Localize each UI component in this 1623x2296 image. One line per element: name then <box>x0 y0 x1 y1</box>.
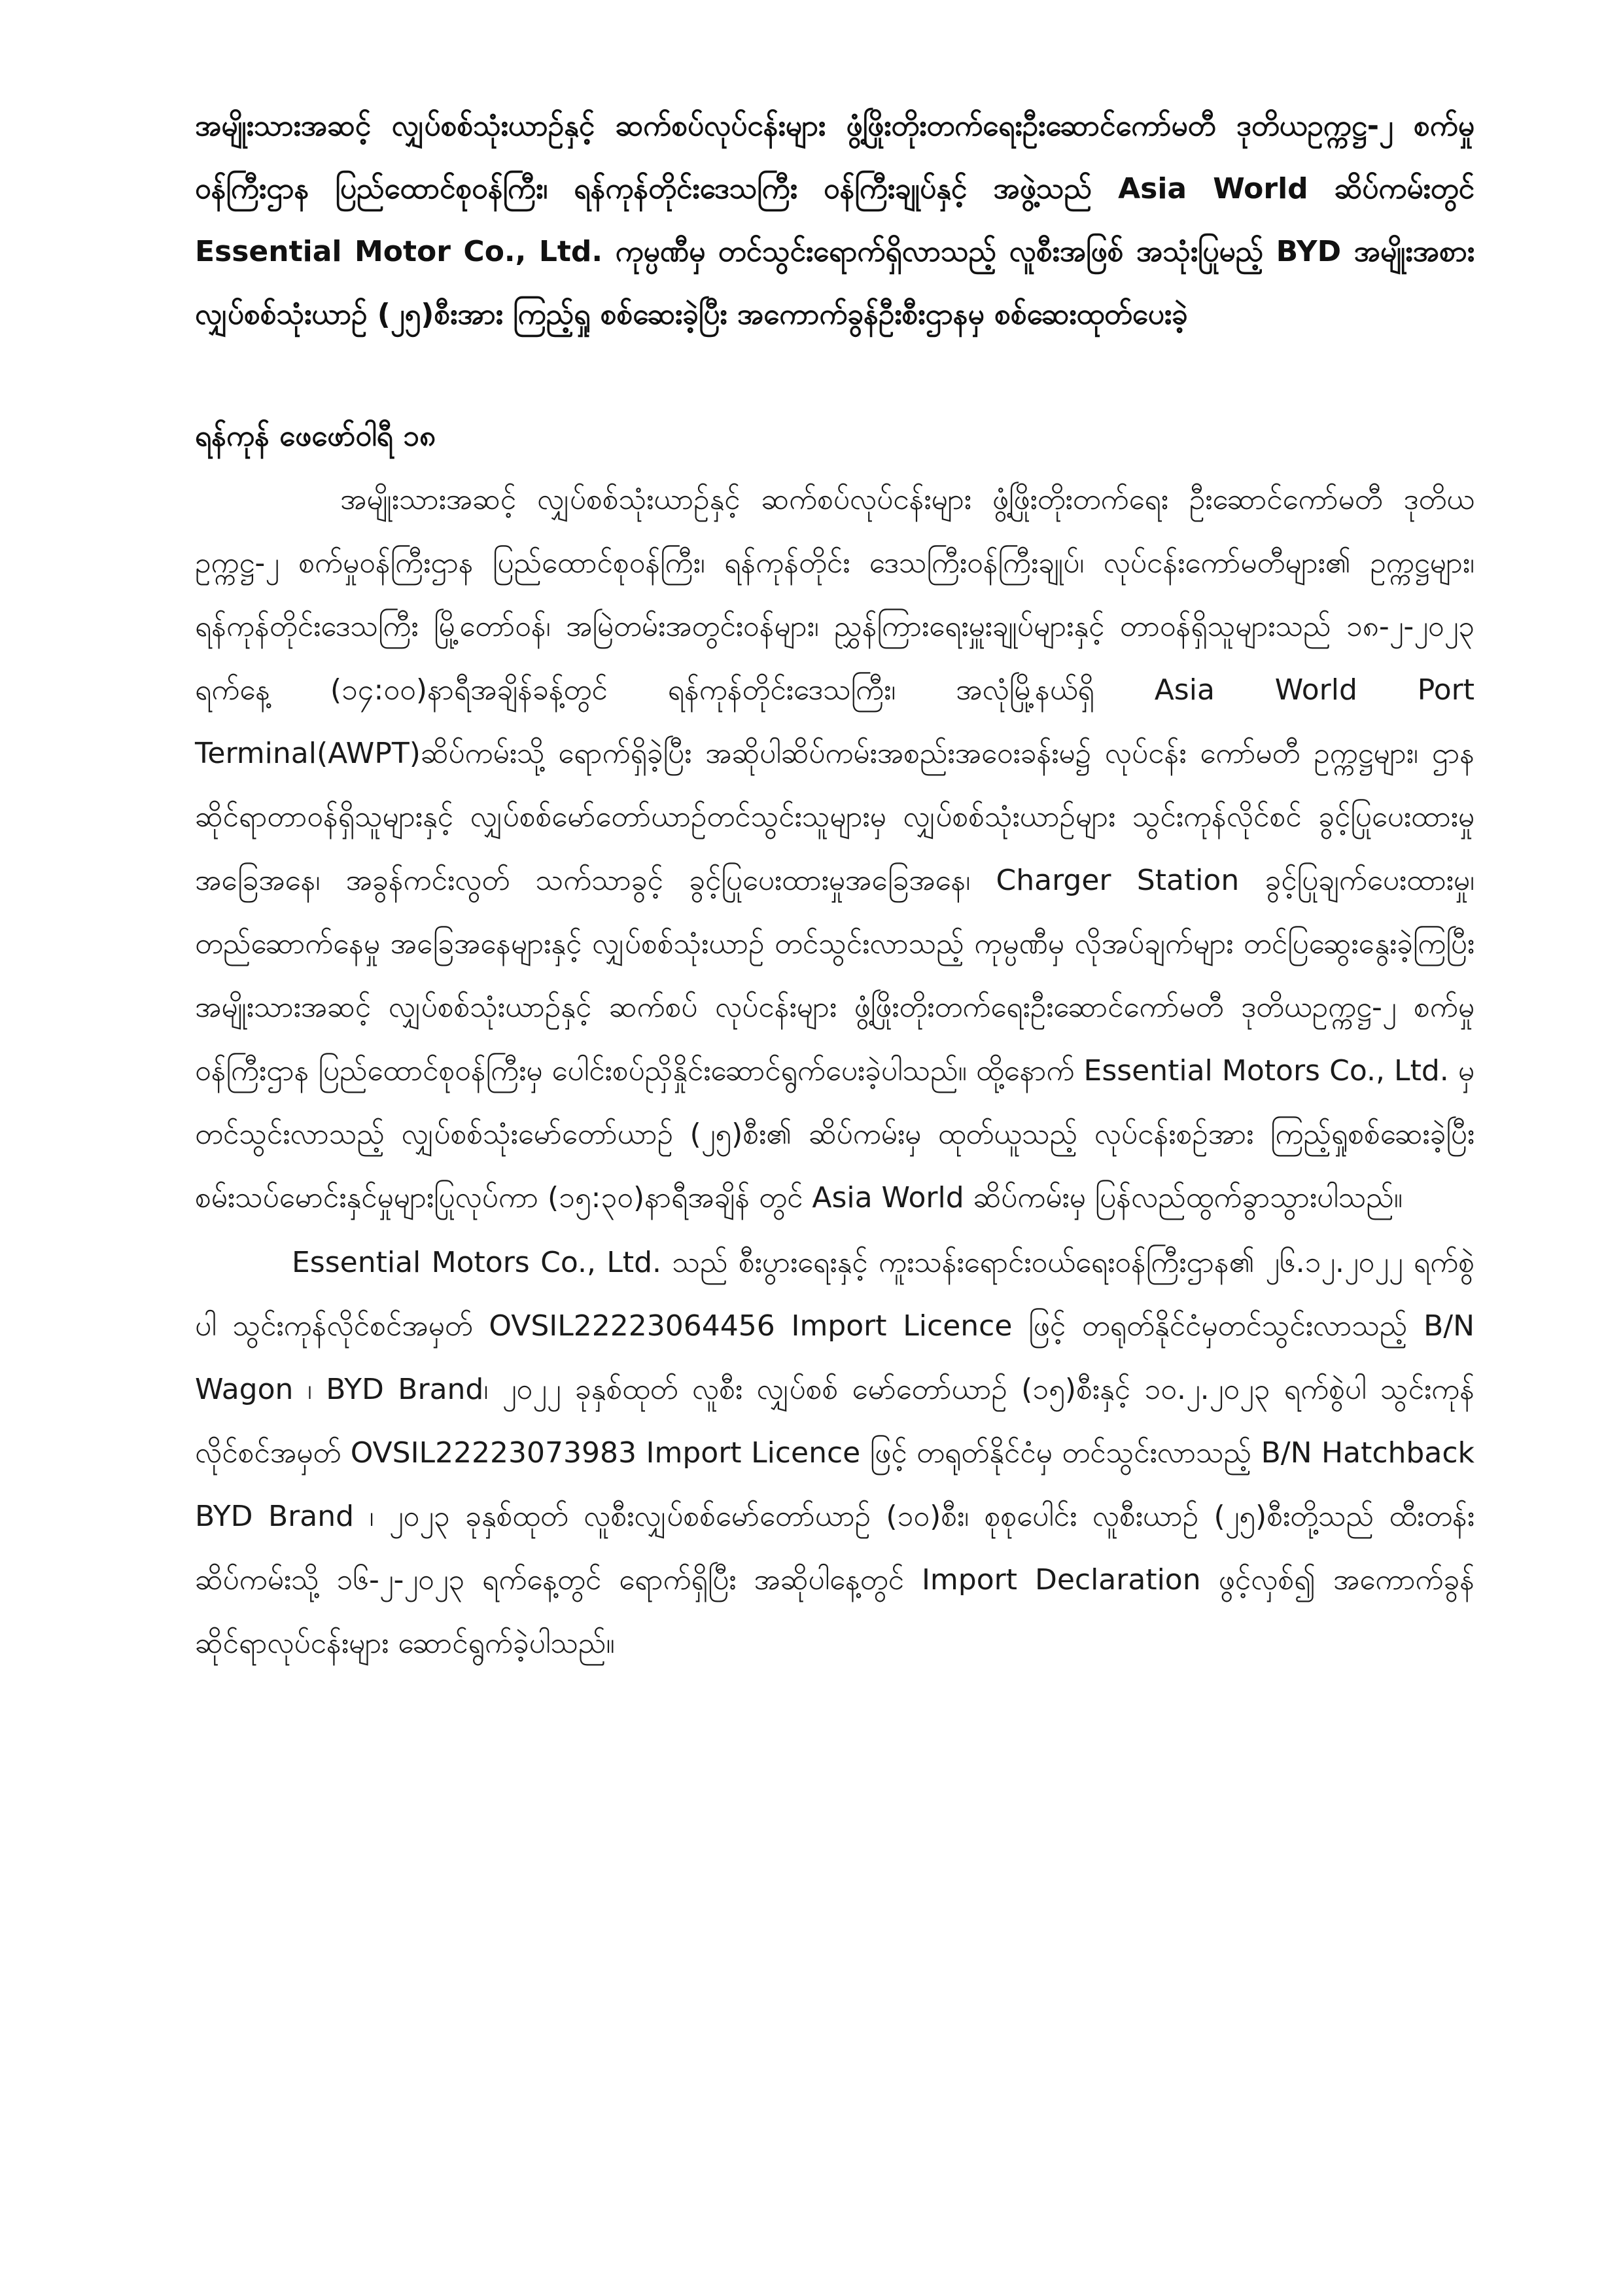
body-paragraph-2: Essential Motors Co., Ltd. သည် စီးပွားရေးနှင့် ကူးသန်းရောင်းဝယ်ရေးဝန်ကြီးဌာန၏ ၂၆.၁၂.၂၀၂၂ ရက်စွဲပါ သွင်းကုန်လိုင်စင်အမှတ် OVSIL22223064456 Import Licence ဖြင့် တရုတ်နိုင်ငံမှတင်သွင်းလာသည့် B/N Wagon ၊ BYD Brand၊ ၂၀၂၂ ခုနှစ်ထုတ် လူစီး လျှပ်စစ် မော်တော်ယာဉ် (၁၅)စီးနှင့် ၁၀.၂.၂၀၂၃ ရက်စွဲပါ သွင်းကုန်လိုင်စင်အမှတ် OVSIL22223073983 Import Licence ဖြင့် တရုတ်နိုင်ငံမှ တင်သွင်းလာသည့် B/N Hatchback BYD Brand ၊ ၂၀၂၃ ခုနှစ်ထုတ် လူစီးလျှပ်စစ်မော်တော်ယာဉ် (၁၀)စီး၊ စုစုပေါင်း လူစီးယာဉ် (၂၅)စီးတို့သည် ထီးတန်းဆိပ်ကမ်းသို့ ၁၆-၂-၂၀၂၃ ရက်နေ့တွင် ရောက်ရှိပြီး အဆိုပါနေ့တွင် Import Declaration ဖွင့်လှစ်၍ အကောက်ခွန်ဆိုင်ရာလုပ်ငန်းများ ဆောင်ရွက်ခဲ့ပါသည်။ <box>195 1246 1475 1660</box>
dateline: ရန်ကုန် ဖေဖော်ဝါရီ ၁၈ <box>195 419 436 453</box>
body-paragraph-1: အမျိုးသားအဆင့် လျှပ်စစ်သုံးယာဉ်နှင့် ဆက်စပ်လုပ်ငန်းများ ဖွံ့ဖြိုးတိုးတက်ရေး ဦးဆောင်ကော်မတီ ဒုတိယဥက္ကဋ္ဌ-၂ စက်မှုဝန်ကြီးဌာန ပြည်ထောင်စုဝန်ကြီး၊ ရန်ကုန်တိုင်း ဒေသကြီးဝန်ကြီးချုပ်၊ လုပ်ငန်းကော်မတီများ၏ ဥက္ကဋ္ဌများ၊ ရန်ကုန်တိုင်းဒေသကြီး မြို့တော်ဝန်၊ အမြဲတမ်းအတွင်းဝန်များ၊ ညွှန်ကြားရေးမှူးချုပ်များနှင့် တာဝန်ရှိသူများသည် ၁၈-၂-၂၀၂၃ ရက်နေ့ (၁၄:၀၀)နာရီအချိန်ခန့်တွင် ရန်ကုန်တိုင်းဒေသကြီး၊ အလုံမြို့နယ်ရှိ Asia World Port Terminal(AWPT)ဆိပ်ကမ်းသို့ ရောက်ရှိခဲ့ပြီး အဆိုပါဆိပ်ကမ်းအစည်းအဝေးခန်းမ၌ လုပ်ငန်း ကော်မတီ ဥက္ကဋ္ဌများ၊ ဌာနဆိုင်ရာတာဝန်ရှိသူများနှင့် လျှပ်စစ်မော်တော်ယာဉ်တင်သွင်းသူများမှ လျှပ်စစ်သုံးယာဉ်များ သွင်းကုန်လိုင်စင် ခွင့်ပြုပေးထားမှုအခြေအနေ၊ အခွန်ကင်းလွတ် သက်သာခွင့် ခွင့်ပြုပေးထားမှုအခြေအနေ၊ Charger Station ခွင့်ပြုချက်ပေးထားမှု၊ တည်ဆောက်နေမှု အခြေအနေများနှင့် လျှပ်စစ်သုံးယာဉ် တင်သွင်းလာသည့် ကုမ္ပဏီမှ လိုအပ်ချက်များ တင်ပြဆွေးနွေးခဲ့ကြပြီး အမျိုးသားအဆင့် လျှပ်စစ်သုံးယာဉ်နှင့် ဆက်စပ် လုပ်ငန်းများ ဖွံ့ဖြိုးတိုးတက်ရေးဦးဆောင်ကော်မတီ ဒုတိယဥက္ကဋ္ဌ-၂ စက်မှုဝန်ကြီးဌာန ပြည်ထောင်စုဝန်ကြီးမှ ပေါင်းစပ်ညှိနှိုင်းဆောင်ရွက်ပေးခဲ့ပါသည်။ ထို့နောက် Essential Motors Co., Ltd. မှ တင်သွင်းလာသည့် လျှပ်စစ်သုံးမော်တော်ယာဉ် (၂၅)စီး၏ ဆိပ်ကမ်းမှ ထုတ်ယူသည့် လုပ်ငန်းစဉ်အား ကြည့်ရှုစစ်ဆေးခဲ့ပြီး စမ်းသပ်မောင်းနှင်မှုများပြုလုပ်ကာ (၁၅:၃၀)နာရီအချိန် တွင် Asia World ဆိပ်ကမ်းမှ ပြန်လည်ထွက်ခွာသွားပါသည်။ <box>195 483 1475 1214</box>
press-release-headline: အမျိုးသားအဆင့် လျှပ်စစ်သုံးယာဉ်နှင့် ဆက်စပ်လုပ်ငန်းများ ဖွံ့ဖြိုးတိုးတက်ရေးဦးဆောင်ကော်မတီ ဒုတိယဥက္ကဋ္ဌ-၂ စက်မှုဝန်ကြီးဌာန ပြည်ထောင်စုဝန်ကြီး၊ ရန်ကုန်တိုင်းဒေသကြီး ဝန်ကြီးချုပ်နှင့် အဖွဲ့သည် Asia World ဆိပ်ကမ်းတွင် Essential Motor Co., Ltd. ကုမ္ပဏီမှ တင်သွင်းရောက်ရှိလာသည့် လူစီးအဖြစ် အသုံးပြုမည့် BYD အမျိုးအစား လျှပ်စစ်သုံးယာဉ် (၂၅)စီးအား ကြည့်ရှု စစ်ဆေးခဲ့ပြီး အကောက်ခွန်ဦးစီးဌာနမှ စစ်ဆေးထုတ်ပေးခဲ့ <box>195 109 1475 331</box>
document-body <box>195 95 1475 1675</box>
